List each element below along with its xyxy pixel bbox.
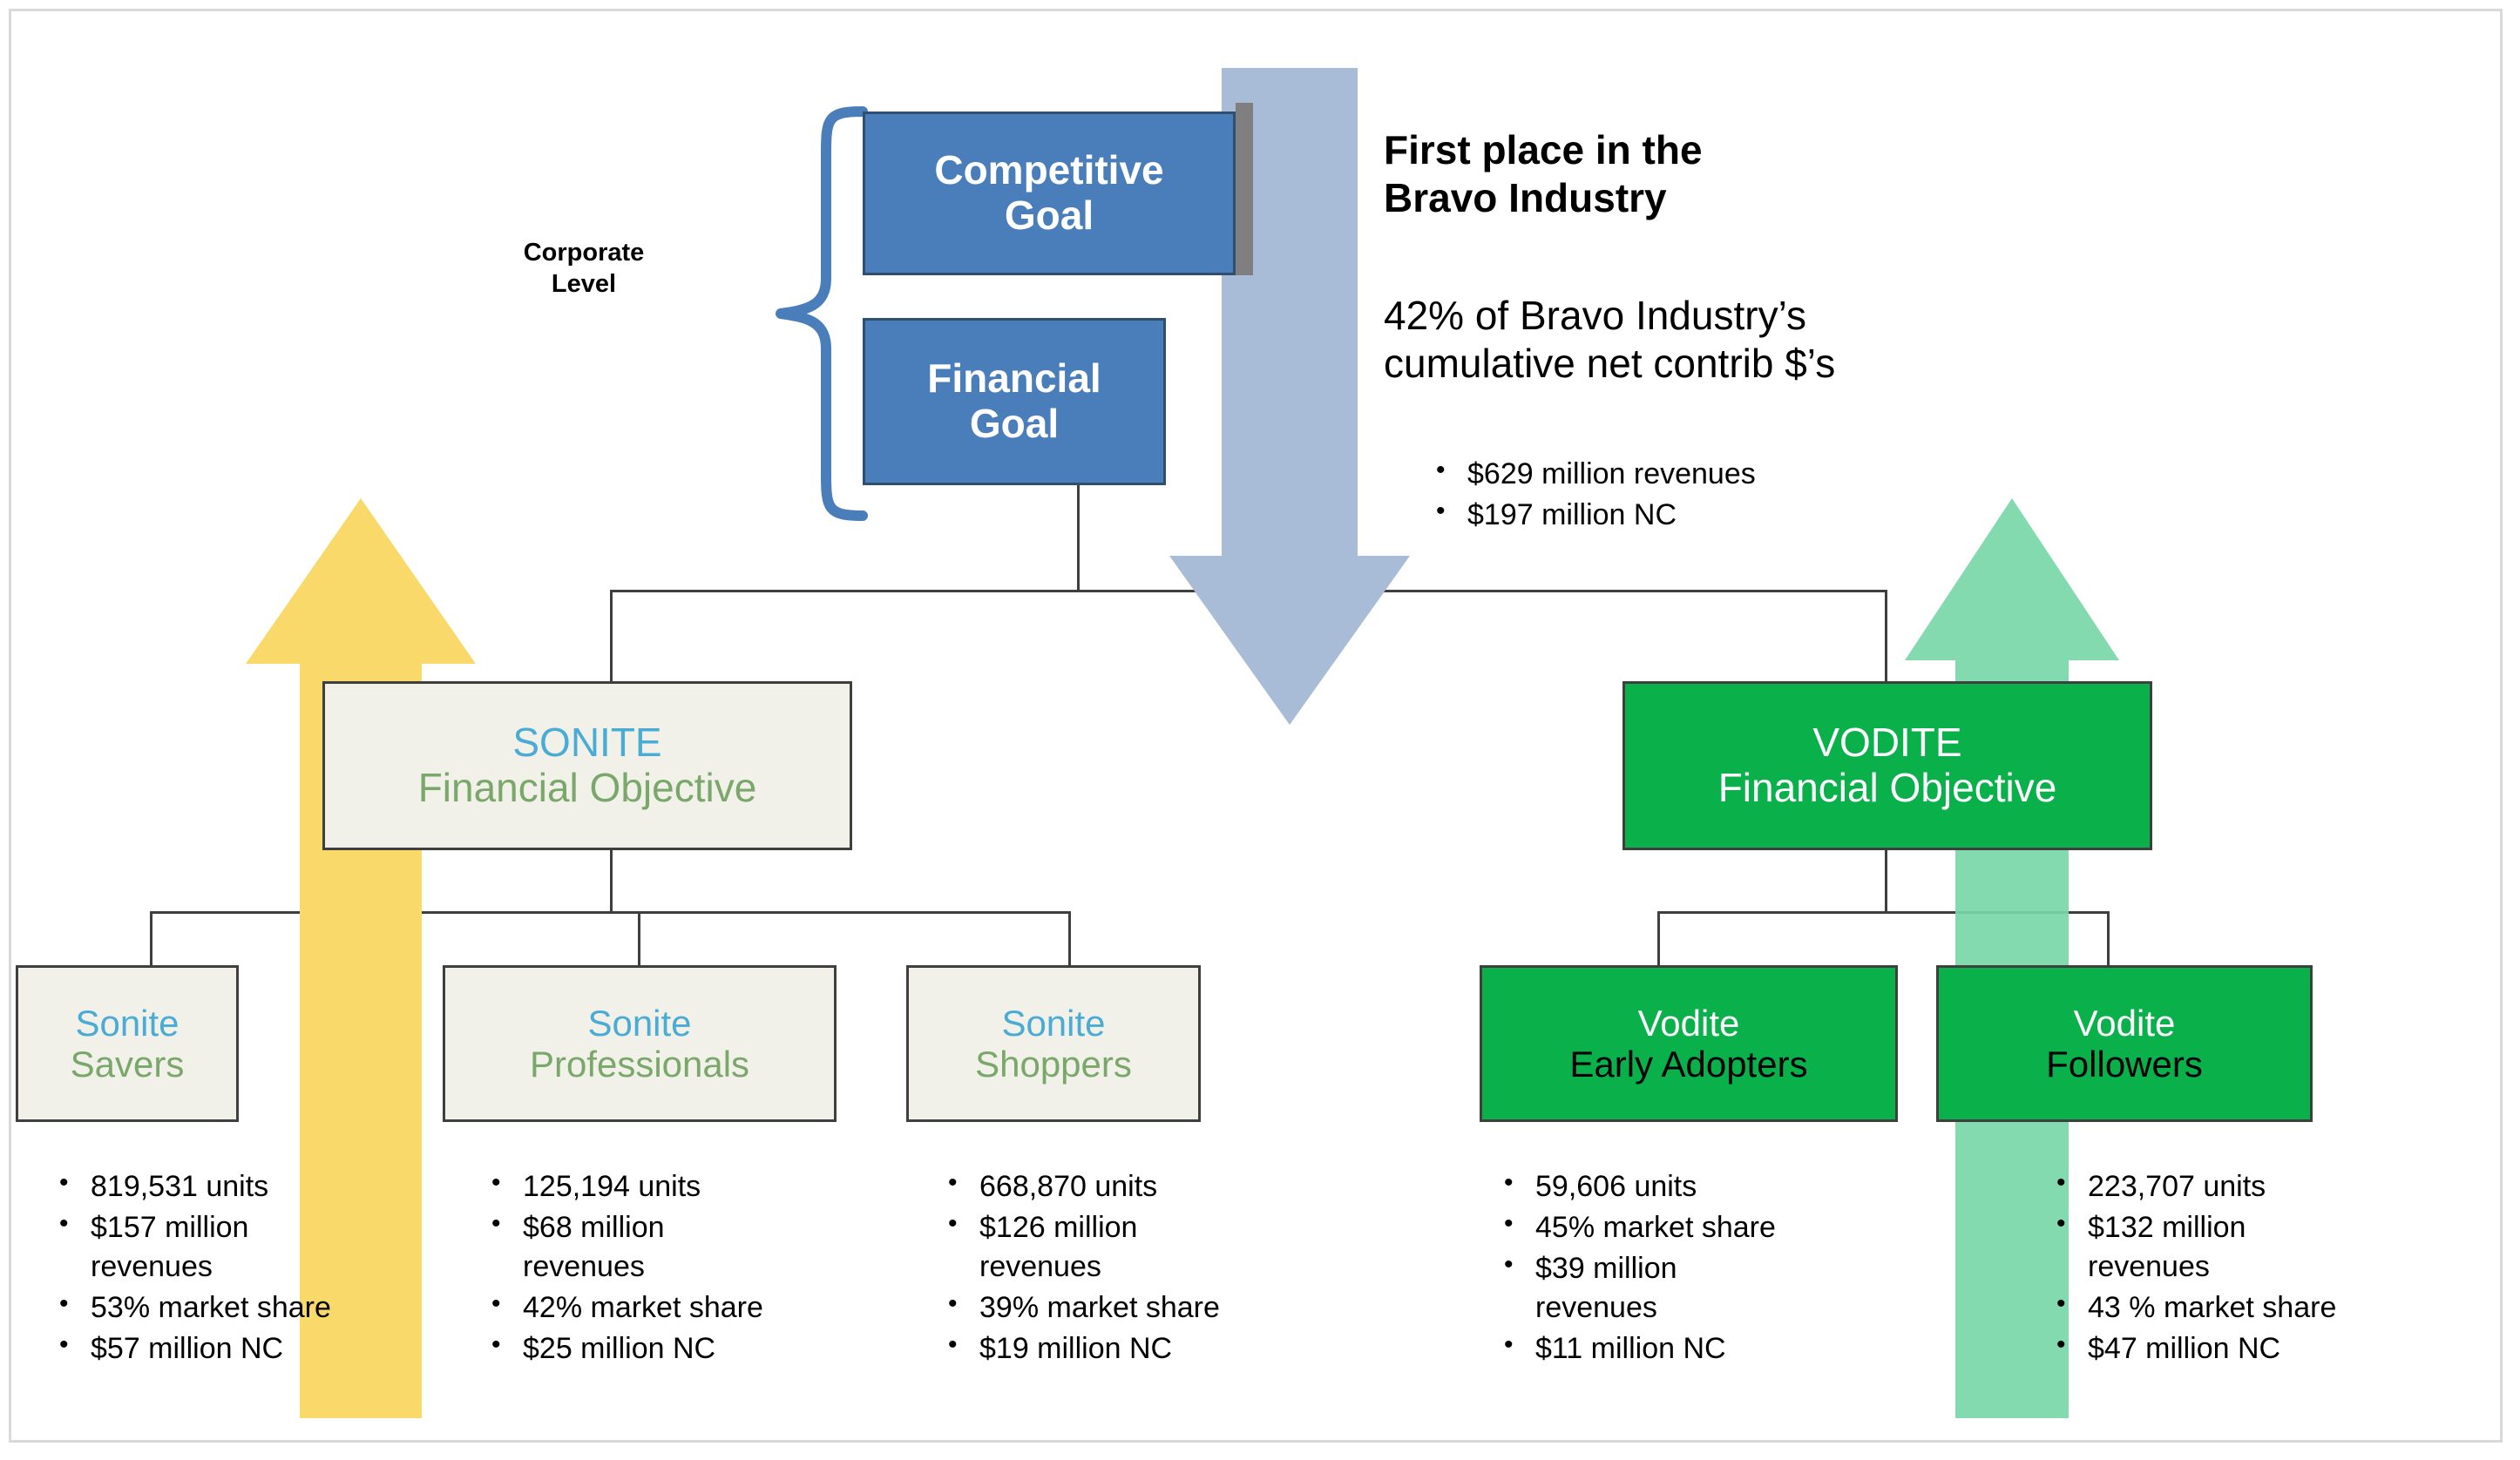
vodite-followers-line2: Followers <box>2046 1044 2203 1085</box>
list-item: • $47 million NC <box>2049 1329 2337 1369</box>
connector-sonite-down <box>610 849 613 913</box>
sonite-objective-line2: Financial Objective <box>417 765 757 810</box>
list-item: • 53% market share <box>52 1288 357 1328</box>
list-item: • $132 million revenues <box>2049 1208 2337 1287</box>
list-item: • $19 million NC <box>941 1329 1246 1369</box>
headline-bullet-0: • $629 million revenues <box>1429 455 2039 494</box>
headline-bullet-1: • $197 million NC <box>1429 496 2039 535</box>
vodite-followers-line1: Vodite <box>2073 1002 2176 1044</box>
headline-bullets <box>1429 455 2039 537</box>
sonite-savers-bullets <box>52 1167 357 1369</box>
list-item: • 125,194 units <box>484 1167 789 1207</box>
corporate-brace-icon <box>767 105 871 523</box>
list-item: • 59,606 units <box>1497 1167 1785 1207</box>
list-item: • $57 million NC <box>52 1329 357 1369</box>
connector-sonite-savers <box>150 911 152 965</box>
connector-financial-to-spine <box>1077 485 1080 592</box>
competitive-goal-shadow <box>1236 103 1253 275</box>
sonite-professionals-line1: Sonite <box>587 1002 692 1044</box>
financial-goal-box[interactable] <box>863 318 1166 485</box>
competitive-goal-box[interactable] <box>863 112 1236 275</box>
vodite-financial-objective-box[interactable] <box>1622 681 2152 850</box>
vodite-early-adopters-line2: Early Adopters <box>1569 1044 1808 1085</box>
sonite-shoppers-line2: Shoppers <box>975 1044 1132 1085</box>
headline-bold <box>1384 126 1941 222</box>
connector-sonite-shoppers <box>1068 911 1071 965</box>
sonite-professionals-line2: Professionals <box>529 1044 750 1085</box>
vodite-objective-line2: Financial Objective <box>1717 765 2057 810</box>
list-item: • 43 % market share <box>2049 1288 2337 1328</box>
list-item: • 223,707 units <box>2049 1167 2337 1207</box>
list-item: • 819,531 units <box>52 1167 357 1207</box>
sonite-professionals-box[interactable] <box>443 965 837 1122</box>
corporate-level-label <box>453 237 715 301</box>
sonite-shoppers-bullets <box>941 1167 1246 1369</box>
connector-spine-to-vodite <box>1885 590 1887 681</box>
competitive-goal-line2: Goal <box>1004 193 1094 238</box>
financial-goal-line1: Financial <box>927 355 1101 402</box>
headline-regular-line1: 42% of Bravo Industry’s <box>1384 293 1806 338</box>
connector-vodite-down <box>1885 849 1887 913</box>
sonite-savers-line1: Sonite <box>75 1002 180 1044</box>
list-item: • 668,870 units <box>941 1167 1246 1207</box>
vodite-early-adopters-bullets <box>1497 1167 1785 1369</box>
list-item: • 39% market share <box>941 1288 1246 1328</box>
list-item: • $157 million revenues <box>52 1208 357 1287</box>
list-item: • 45% market share <box>1497 1208 1785 1247</box>
headline-bold-line2: Bravo Industry <box>1384 175 1667 221</box>
list-item: • 42% market share <box>484 1288 789 1328</box>
corporate-level-line1: Corporate <box>523 239 645 267</box>
sonite-shoppers-box[interactable] <box>906 965 1201 1122</box>
competitive-goal-line1: Competitive <box>934 147 1164 193</box>
list-item: • $126 million revenues <box>941 1208 1246 1287</box>
vodite-early-adopters-box[interactable] <box>1480 965 1898 1122</box>
sonite-savers-line2: Savers <box>70 1044 185 1085</box>
sonite-professionals-bullets <box>484 1167 789 1369</box>
list-item: • $11 million NC <box>1497 1329 1785 1369</box>
headline-regular-line2: cumulative net contrib $’s <box>1384 341 1836 387</box>
list-item: • $68 million revenues <box>484 1208 789 1287</box>
headline-bold-line1: First place in the <box>1384 127 1703 172</box>
financial-goal-line2: Goal <box>969 401 1060 446</box>
vodite-objective-line1: VODITE <box>1812 720 1962 766</box>
headline-regular <box>1384 292 2063 388</box>
sonite-objective-line1: SONITE <box>512 720 662 766</box>
list-item: • $39 million revenues <box>1497 1249 1785 1328</box>
list-item: • $25 million NC <box>484 1329 789 1369</box>
corporate-level-line2: Level <box>551 270 617 299</box>
vodite-followers-box[interactable] <box>1936 965 2313 1122</box>
vodite-early-adopters-line1: Vodite <box>1637 1002 1740 1044</box>
connector-spine-to-sonite <box>610 590 613 681</box>
vodite-followers-bullets <box>2049 1167 2337 1369</box>
connector-sonite-professionals <box>638 911 640 965</box>
connector-vodite-early-adopters <box>1657 911 1660 965</box>
sonite-shoppers-line1: Sonite <box>1001 1002 1106 1044</box>
sonite-savers-box[interactable] <box>16 965 239 1122</box>
sonite-financial-objective-box[interactable] <box>322 681 852 850</box>
